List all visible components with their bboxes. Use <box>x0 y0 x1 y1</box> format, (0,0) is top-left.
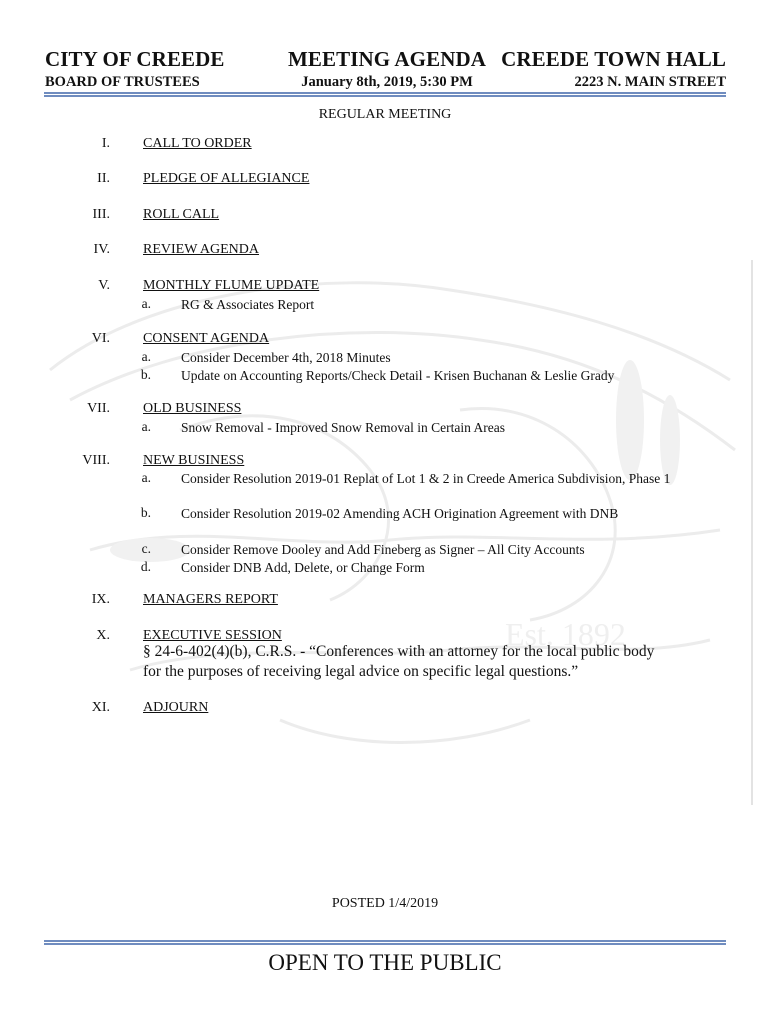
posted-date: POSTED 1/4/2019 <box>331 896 439 911</box>
item-title: OLD BUSINESS <box>143 401 242 416</box>
page-edge-shadow <box>751 260 753 805</box>
sub-item-text: Consider Remove Dooley and Add Fineberg as Signer – All City Accounts <box>181 542 585 557</box>
svg-text:Est. 1892: Est. 1892 <box>505 616 626 652</box>
footer-rule <box>44 940 726 945</box>
item-title: CONSENT AGENDA <box>143 331 270 346</box>
sub-item-letter: d. <box>140 559 151 574</box>
sub-item-letter: b. <box>140 367 151 382</box>
meeting-date: January 8th, 2019, 5:30 PM <box>301 74 473 90</box>
sub-item-letter: c. <box>141 541 151 556</box>
sub-item-text: Consider Resolution 2019-01 Replat of Lot 1 & 2 in Creede America Subdivision, Phase 1 <box>181 471 671 486</box>
town-seal-watermark <box>30 250 755 810</box>
item-title: ADJOURN <box>143 700 209 715</box>
item-number: III. <box>92 207 110 222</box>
item-number: XI. <box>91 700 110 715</box>
item-number: IV. <box>93 242 110 257</box>
item-number: II. <box>97 171 110 186</box>
item-number: VI. <box>91 331 110 346</box>
agenda-title: MEETING AGENDA <box>287 47 486 71</box>
item-number: V. <box>98 278 110 293</box>
executive-session-note: § 24-6-402(4)(b), C.R.S. - “Conferences with an attorney for the local public body for the purposes of receiving legal advice on specific legal questions.” <box>143 643 655 680</box>
sub-item-text: Update on Accounting Reports/Check Detail - Krisen Buchanan & Leslie Grady <box>181 368 615 383</box>
sub-item-letter: a. <box>141 296 151 311</box>
item-title: PLEDGE OF ALLEGIANCE <box>143 171 310 186</box>
item-title: CALL TO ORDER <box>143 136 252 151</box>
agenda-header <box>45 47 726 91</box>
sub-item-letter: b. <box>140 505 151 520</box>
venue-name: CREEDE TOWN HALL <box>501 47 726 71</box>
header-rule <box>44 92 726 97</box>
city-name: CITY OF CREEDE <box>45 47 225 71</box>
sub-item-letter: a. <box>141 419 151 434</box>
item-number: X. <box>96 628 110 643</box>
meeting-type: REGULAR MEETING <box>318 107 452 122</box>
item-number: VII. <box>87 401 110 416</box>
footer-notice: OPEN TO THE PUBLIC <box>268 950 502 975</box>
item-title: MONTHLY FLUME UPDATE <box>143 278 320 293</box>
item-title: EXECUTIVE SESSION <box>143 628 282 643</box>
sub-item-text: Consider Resolution 2019-02 Amending ACH Origination Agreement with DNB <box>181 506 619 521</box>
sub-item-text: RG & Associates Report <box>181 297 315 312</box>
item-title: MANAGERS REPORT <box>143 592 278 607</box>
sub-item-text: Snow Removal - Improved Snow Removal in Certain Areas <box>181 420 505 435</box>
item-number: I. <box>101 136 110 151</box>
board-name: BOARD OF TRUSTEES <box>45 74 200 90</box>
sub-item-letter: a. <box>141 349 151 364</box>
item-number: VIII. <box>82 453 110 468</box>
sub-item-letter: a. <box>141 470 151 485</box>
sub-item-text: Consider December 4th, 2018 Minutes <box>181 350 391 365</box>
venue-address: 2223 N. MAIN STREET <box>574 74 726 90</box>
item-title: NEW BUSINESS <box>143 453 245 468</box>
item-number: IX. <box>91 592 110 607</box>
item-title: ROLL CALL <box>143 207 220 222</box>
sub-item-text: Consider DNB Add, Delete, or Change Form <box>181 560 425 575</box>
item-title: REVIEW AGENDA <box>143 242 260 257</box>
